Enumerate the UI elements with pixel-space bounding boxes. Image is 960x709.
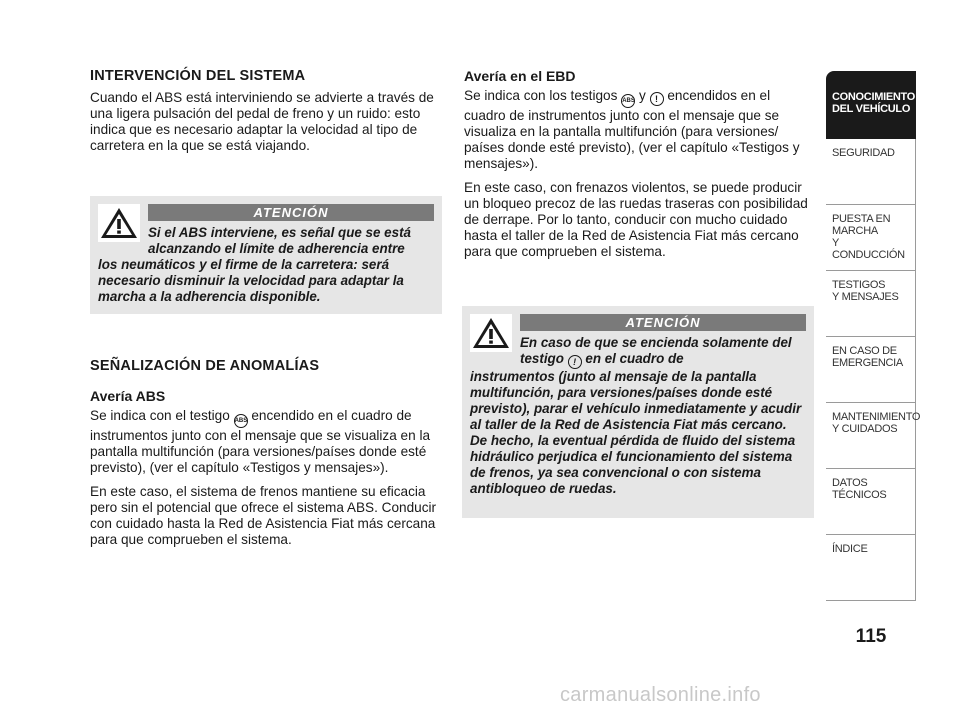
warning-triangle-icon	[470, 314, 512, 352]
paragraph-averia-abs-1	[90, 408, 440, 476]
warning-body-text: los neumáticos y el firme de la carretera: será necesario disminuir la velocidad para adaptar la marcha a la adherencia disponible.	[98, 257, 404, 304]
abs-warning-icon: ABS	[234, 414, 248, 428]
text-fragment: encendido en el cuadro de instrumentos junto con el mensaje que se visualiza en la pantalla multifunción (para versiones/países donde esté previsto), (ver el capítulo «Testigos y mensajes»).	[90, 408, 431, 475]
subtitle-averia-ebd: Avería en el EBD	[464, 68, 576, 84]
text-fragment: encendidos en el cuadro de instrumentos junto con el mensaje que se visualiza en la pantalla multifunción (para versiones/ países donde esté previsto), (ver el capítulo «Testigos y mensajes»).	[464, 88, 800, 171]
attention-banner: ATENCIÓN	[148, 204, 434, 221]
attention-banner: ATENCIÓN	[520, 314, 806, 331]
page-number: 115	[855, 626, 887, 647]
sidebar-tab-6[interactable]	[826, 469, 916, 535]
sidebar-tab-label: SEGURIDAD	[832, 147, 895, 159]
sidebar-tab-7[interactable]	[826, 535, 916, 601]
warning-lead-text: Si el ABS interviene, es señal que se está alcanzando el límite de adherencia entre	[148, 225, 411, 256]
warning-box-abs	[90, 196, 442, 314]
sidebar-tab-4[interactable]	[826, 337, 916, 403]
text-fragment: Se indica con los testigos	[464, 88, 618, 103]
paragraph-averia-ebd-1	[464, 88, 814, 172]
warning-box-ebd	[462, 306, 814, 518]
sidebar-tab-3[interactable]	[826, 271, 916, 337]
sidebar-tab-5[interactable]	[826, 403, 921, 469]
warning-head	[98, 204, 434, 257]
abs-warning-icon: ABS	[621, 94, 635, 108]
warning-lead-text	[520, 335, 806, 369]
text-fragment: en el cuadro de	[585, 351, 684, 366]
text-fragment: Se indica con el testigo	[90, 408, 230, 423]
brake-warning-icon: !	[650, 92, 664, 106]
text-fragment: y	[638, 88, 646, 103]
subtitle-averia-abs: Avería ABS	[90, 388, 166, 404]
brake-warning-icon: !	[568, 355, 582, 369]
sidebar-tab-label: TESTIGOS Y MENSAJES	[832, 279, 899, 303]
sidebar-tab-label: ÍNDICE	[832, 543, 868, 555]
paragraph-averia-ebd-2: En este caso, con frenazos violentos, se puede producir un bloqueo precoz de las ruedas traseras con posibilidad de derrape. Por lo tanto, conducir con mucho cuidado hasta el taller de la Red de Asistencia Fiat más cercano para que comprueben el sistema.	[464, 180, 808, 259]
sidebar-tab-label: MANTENIMIENTO Y CUIDADOS	[832, 411, 921, 435]
warning-body-text: instrumentos (junto al mensaje de la pantalla multifunción, para versiones/países donde esté previsto), parar el vehículo inmediatamente y acudir al taller de la Red de Asistencia Fiat más cercano. De hecho, la eventual pérdida de fluido del sistema hidráulico perjudica el funcionamiento del sistema de frenos, ya sea convencional o con sistema antibloqueo de ruedas.	[470, 369, 802, 496]
right-column	[464, 68, 814, 268]
left-column	[90, 68, 440, 162]
sidebar-tab-1[interactable]	[826, 139, 916, 205]
warning-head	[470, 314, 806, 369]
section-title-anomalias: SEÑALIZACIÓN DE ANOMALÍAS	[90, 358, 320, 374]
sidebar-tab-label: DATOS TÉCNICOS	[832, 477, 887, 501]
sidebar-tab-label: CONOCIMIENTO DEL VEHÍCULO	[832, 91, 915, 115]
paragraph-intervencion: Cuando el ABS está interviniendo se advierte a través de una ligera pulsación del pedal de freno y un ruido: esto indica que es necesario adaptar la velocidad al tipo de carretera en la que se está viajando.	[90, 90, 434, 153]
sidebar-tab-label: EN CASO DE EMERGENCIA	[832, 345, 903, 369]
sidebar-tab-2[interactable]	[826, 205, 916, 271]
section-title-intervencion: INTERVENCIÓN DEL SISTEMA	[90, 68, 306, 84]
watermark: carmanualsonline.info	[560, 684, 761, 706]
sidebar-tab-0[interactable]	[826, 71, 916, 139]
paragraph-averia-abs-2: En este caso, el sistema de frenos mantiene su eficacia pero sin el potencial que ofrece el sistema ABS. Conducir con cuidado hasta la Red de Asistencia Fiat más cercana para que comprueben el sistema.	[90, 484, 437, 547]
chapter-sidebar	[826, 71, 921, 601]
text-fragment: En caso de que se encienda solamente del testigo	[520, 335, 792, 366]
left-column-lower	[90, 358, 440, 556]
warning-triangle-icon	[98, 204, 140, 242]
sidebar-tab-label: PUESTA EN MARCHA Y CONDUCCIÓN	[832, 213, 905, 261]
